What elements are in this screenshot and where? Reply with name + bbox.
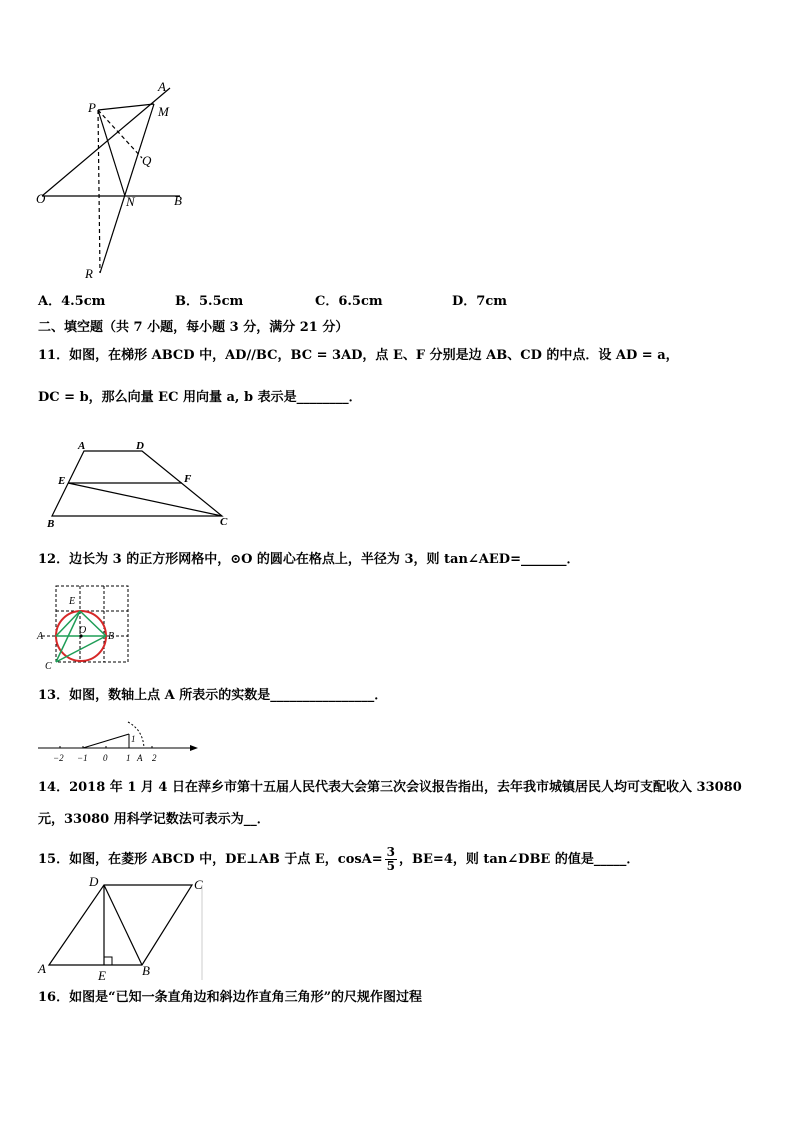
label-B: B <box>174 193 182 208</box>
label-C: C <box>45 661 52 670</box>
tick-minus2: −2 <box>53 753 64 763</box>
choice-c[interactable]: C．6.5cm <box>315 294 383 309</box>
label-O: O <box>36 191 46 206</box>
label-M: M <box>158 104 169 119</box>
figure-q12-grid <box>36 582 136 670</box>
tick-0: 0 <box>103 753 108 763</box>
fraction-3-5: $\frac{3}{5}$ <box>386 845 396 873</box>
label-B: B <box>47 518 55 530</box>
figure-q13-number-line <box>36 716 206 766</box>
section-title: 二、填空题（共 7 小题，每小题 3 分，满分 21 分） <box>38 320 349 335</box>
q10-choices <box>38 290 738 310</box>
label-E: E <box>98 968 106 982</box>
q14-line2: 元，33080 用科学记数法可表示为__． <box>38 812 270 827</box>
label-E: E <box>58 475 66 487</box>
label-F: F <box>184 473 192 485</box>
q15-text: 15．如图，在菱形 ABCD 中，DE⊥AB 于点 E，cosA= $\frac{3}{5}$ ，BE=4，则 tan∠DBE 的值是_____． <box>38 845 640 873</box>
label-height-1: 1 <box>131 734 136 744</box>
label-R: R <box>85 266 93 281</box>
label-A: A <box>137 753 143 763</box>
figure-q15-rhombus <box>34 872 214 982</box>
label-C: C <box>194 877 203 892</box>
figure-q11-trapezoid <box>40 438 240 530</box>
q14-line1: 14．2018 年 1 月 4 日在萍乡市第十五届人民代表大会第三次会议报告指出，去年我市城镇居民人均可支配收入 33080 <box>38 780 742 795</box>
q13-text: 13．如图，数轴上点 A 所表示的实数是________________． <box>38 688 388 703</box>
label-A: A <box>37 631 44 642</box>
choice-d[interactable]: D．7cm <box>452 294 507 309</box>
label-D: D <box>89 874 99 889</box>
label-Q: Q <box>142 153 152 168</box>
figure-q10 <box>30 78 200 283</box>
label-N: N <box>126 194 135 209</box>
label-O: O <box>79 625 87 636</box>
label-D: D <box>136 440 144 452</box>
q11-line2: DC = b，那么向量 EC 用向量 a, b 表示是________． <box>38 390 362 405</box>
q12-text: 12．边长为 3 的正方形网格中，⊙O 的圆心在格点上，半径为 3，则 tan∠AED=_______． <box>38 552 580 567</box>
label-P: P <box>88 100 96 115</box>
label-B: B <box>108 631 115 642</box>
tick-1: 1 <box>126 753 131 763</box>
label-B: B <box>142 963 150 978</box>
label-A: A <box>78 440 86 452</box>
label-E: E <box>69 596 76 607</box>
q16-text: 16．如图是“已知一条直角边和斜边作直角三角形”的尺规作图过程 <box>38 990 423 1005</box>
tick-minus1: −1 <box>77 753 88 763</box>
choice-a[interactable]: A．4.5cm <box>38 294 106 309</box>
tick-2: 2 <box>152 753 157 763</box>
choice-b[interactable]: B．5.5cm <box>175 294 244 309</box>
label-A: A <box>158 79 166 94</box>
label-A: A <box>38 961 46 976</box>
q11-line1: 11．如图，在梯形 ABCD 中，AD//BC，BC = 3AD，点 E、F 分别是边 AB、CD 的中点．设 AD = a， <box>38 348 679 363</box>
label-C: C <box>220 516 228 528</box>
